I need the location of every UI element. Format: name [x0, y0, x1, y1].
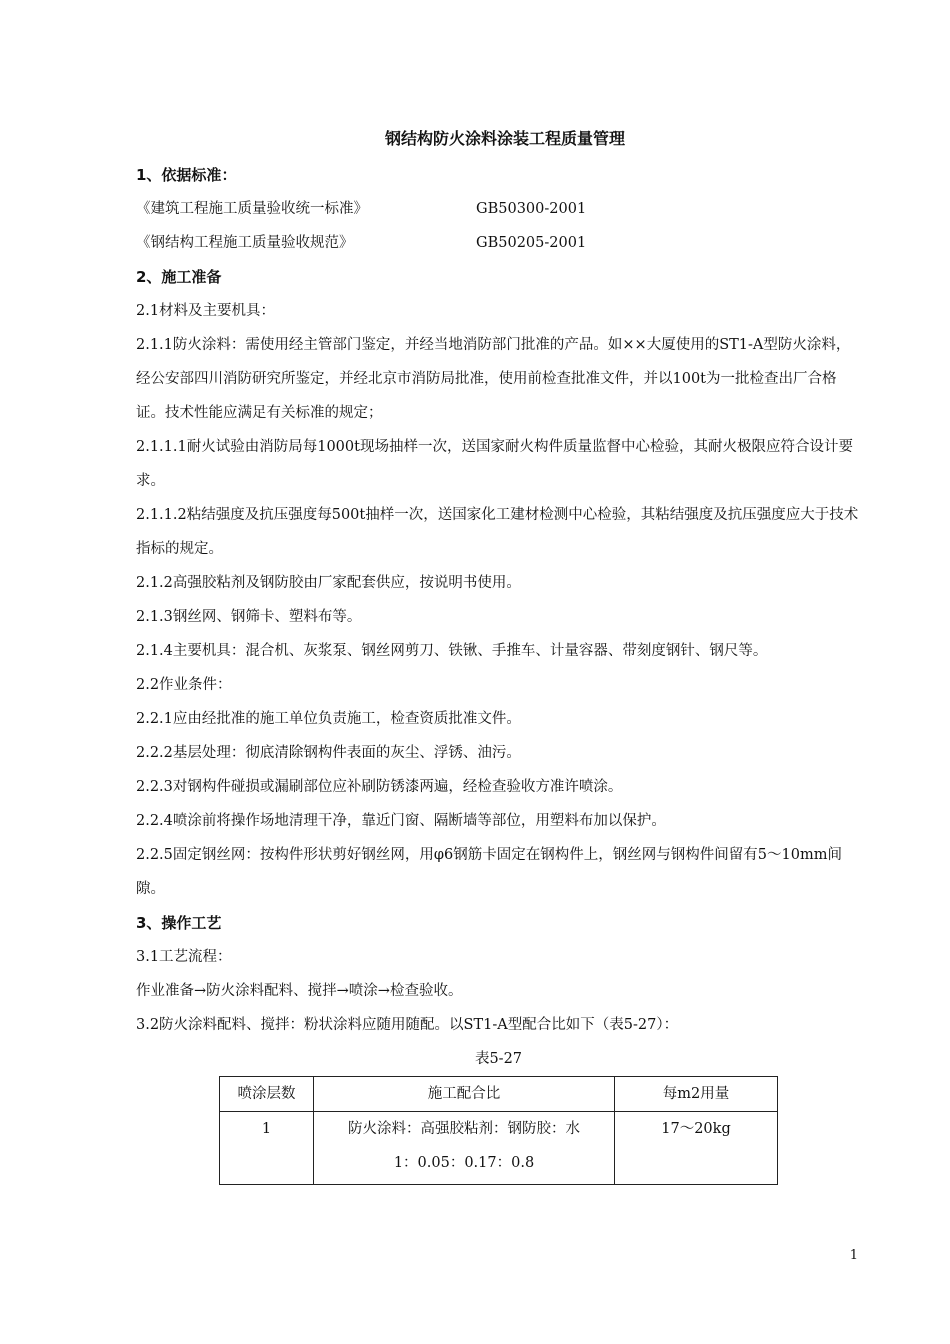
paragraph: 2.1.1防火涂料：需使用经主管部门鉴定，并经当地消防部门批准的产品。如××大厦使用的ST1-A型防火涂料，经公安部四川消防研究所鉴定，并经北京市消防局批准，使用前检查批准文件，并以100t为一批检查出厂合格证。技术性能应满足有关标准的规定；: [136, 337, 851, 421]
header-cell: 施工配合比: [314, 1077, 615, 1112]
section-heading-1: 1、依据标准：: [136, 166, 237, 184]
mix-ratio-table: [219, 1076, 778, 1185]
reference-row: [136, 226, 861, 260]
table-cell: 1: [220, 1112, 314, 1185]
paragraph: 3.2防火涂料配料、搅拌：粉状涂料应随用随配。以ST1-A型配合比如下（表5-27）：: [136, 1017, 679, 1033]
paragraph: 2.1材料及主要机具：: [136, 303, 276, 319]
paragraph: 2.2.5固定钢丝网：按构件形状剪好钢丝网，用φ6钢筋卡固定在钢构件上，钢丝网与钢构件间留有5～10mm间隙。: [136, 847, 842, 897]
paragraph: 2.1.4主要机具：混合机、灰浆泵、钢丝网剪刀、铁锹、手推车、计量容器、带刻度钢针、钢尺等。: [136, 643, 768, 659]
paragraph: 2.2.2基层处理：彻底清除钢构件表面的灰尘、浮锈、油污。: [136, 745, 521, 761]
reference-code: GB50300-2001: [476, 201, 587, 217]
paragraph: 2.1.1.2粘结强度及抗压强度每500t抽样一次，送国家化工建材检测中心检验，其粘结强度及抗压强度应大于技术指标的规定。: [136, 507, 859, 557]
mix-ratio-values: 1：0.05：0.17：0.8: [393, 1155, 535, 1171]
table-caption: 表5-27: [474, 1051, 523, 1067]
paragraph: 2.1.2高强胶粘剂及钢防胶由厂家配套供应，按说明书使用。: [136, 575, 521, 591]
paragraph: 作业准备→防火涂料配料、搅拌→喷涂→检查验收。: [136, 983, 463, 999]
table-cell: 17～20kg: [615, 1112, 778, 1185]
header-cell: 每m2用量: [615, 1077, 778, 1112]
paragraph: 2.2.3对钢构件碰损或漏刷部位应补刷防锈漆两遍，经检查验收方准许喷涂。: [136, 779, 623, 795]
mix-ratio-names: 防火涂料：高强胶粘剂：钢防胶：水: [348, 1121, 580, 1137]
section-heading-3: 3、操作工艺: [136, 914, 222, 932]
document-body: [136, 158, 861, 1076]
reference-code: GB50205-2001: [476, 235, 587, 251]
table-cell: [314, 1112, 615, 1185]
paragraph: 2.1.1.1耐火试验由消防局每1000t现场抽样一次，送国家耐火构件质量监督中心检验，其耐火极限应符合设计要求。: [136, 439, 853, 489]
reference-name: 《钢结构工程施工质量验收规范》: [136, 235, 354, 251]
reference-row: [136, 192, 861, 226]
document-title: 钢结构防火涂料涂装工程质量管理: [384, 129, 625, 148]
section-heading-2: 2、施工准备: [136, 268, 222, 286]
table-row: [220, 1112, 778, 1185]
page-number: 1: [849, 1248, 858, 1263]
paragraph: 3.1工艺流程：: [136, 949, 232, 965]
table-header-row: [220, 1077, 778, 1112]
reference-name: 《建筑工程施工质量验收统一标准》: [136, 201, 368, 217]
paragraph: 2.1.3钢丝网、钢筛卡、塑料布等。: [136, 609, 362, 625]
header-cell: 喷涂层数: [220, 1077, 314, 1112]
paragraph: 2.2作业条件：: [136, 677, 232, 693]
paragraph: 2.2.4喷涂前将操作场地清理干净，靠近门窗、隔断墙等部位，用塑料布加以保护。: [136, 813, 666, 829]
paragraph: 2.2.1应由经批准的施工单位负责施工，检查资质批准文件。: [136, 711, 521, 727]
